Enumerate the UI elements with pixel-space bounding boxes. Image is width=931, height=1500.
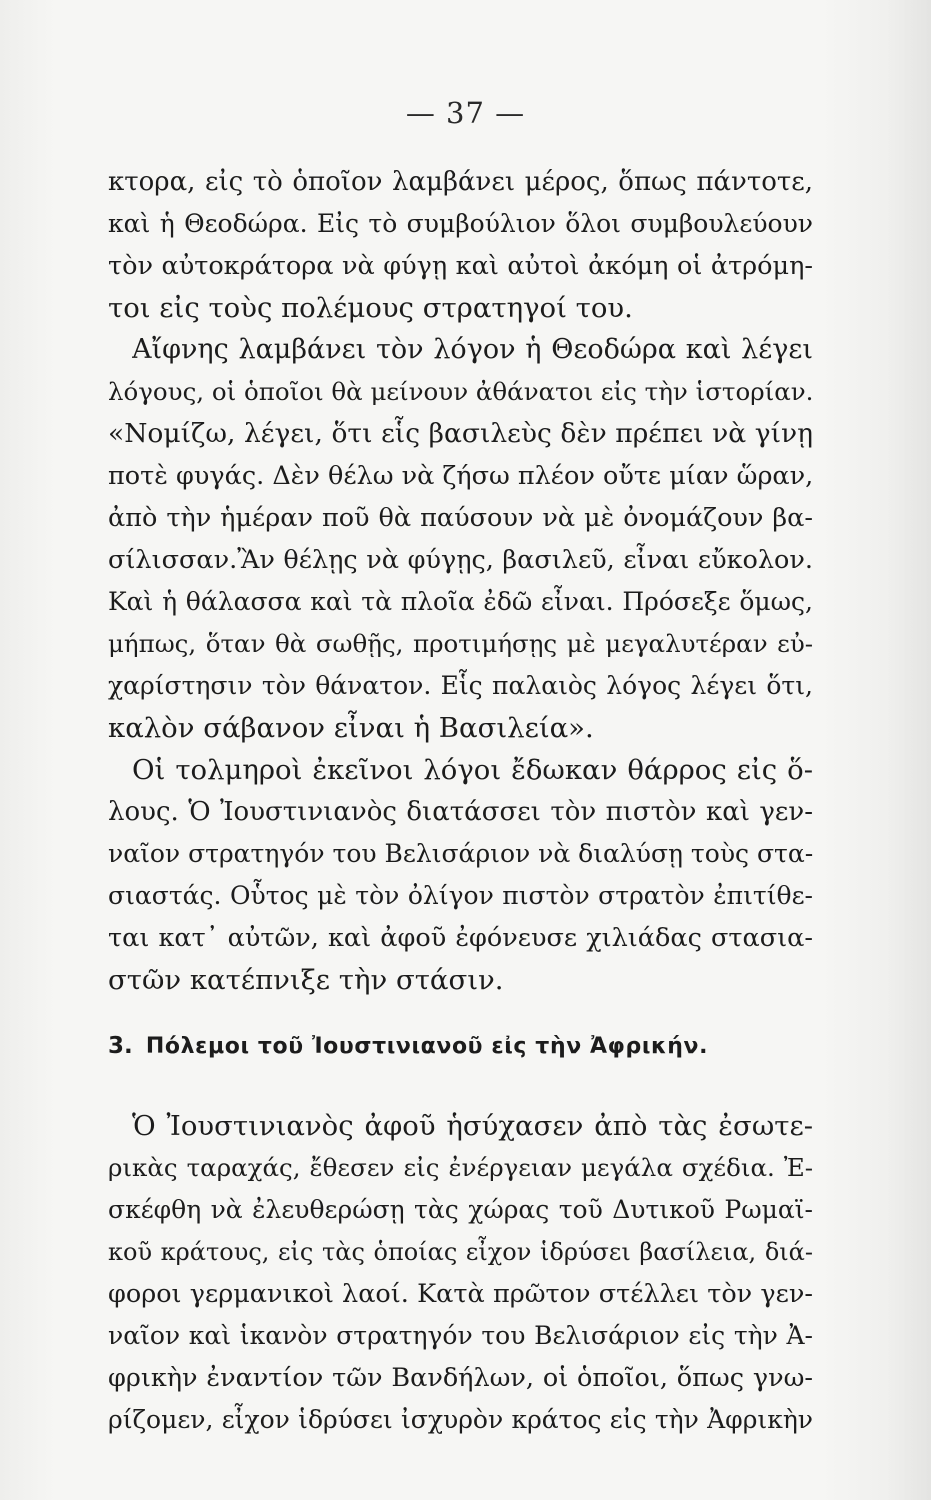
text-line: μήπως, ὅταν θὰ σωθῇς, προτιμήσῃς μὲ μεγαλυτέραν εὐ-: [108, 629, 813, 658]
text-line: ναῖον καὶ ἱκανὸν στρατηγόν του Βελισάριον εἰς τὴν Ἀ-: [108, 1321, 813, 1350]
section-heading: [108, 1033, 813, 1073]
text-line: τὸν αὐτοκράτορα νὰ φύγῃ καὶ αὐτοὶ ἀκόμη οἱ ἀτρόμη-: [108, 251, 813, 281]
text-line: κτορα, εἰς τὸ ὁποῖον λαμβάνει μέρος, ὅπως πάντοτε,: [108, 167, 813, 197]
text-line: λους. Ὁ Ἰουστινιανὸς διατάσσει τὸν πιστὸν καὶ γεν-: [108, 797, 813, 827]
text-line: στῶν κατέπνιξε τὴν στάσιν.: [108, 964, 504, 996]
text-line: καλὸν σάβανον εἶναι ἡ Βασιλεία».: [108, 712, 594, 744]
text-line: χαρίστησιν τὸν θάνατον. Εἷς παλαιὸς λόγος λέγει ὅτι,: [108, 671, 813, 700]
text-line: σίλισσαν.Ἂν θέλῃς νὰ φύγῃς, βασιλεῦ, εἶναι εὔκολον.: [108, 545, 813, 575]
text-line: ποτὲ φυγάς. Δὲν θέλω νὰ ζήσω πλέον οὔτε μίαν ὥραν,: [108, 461, 813, 491]
text-line: «Νομίζω, λέγει, ὅτι εἷς βασιλεὺς δὲν πρέπει νὰ γίνῃ: [108, 418, 813, 449]
text-line: ἀπὸ τὴν ἡμέραν ποῦ θὰ παύσουν νὰ μὲ ὀνομάζουν βα-: [108, 503, 813, 533]
text-line: σιαστάς. Οὗτος μὲ τὸν ὀλίγον πιστὸν στρατὸν ἐπιτίθε-: [108, 881, 813, 910]
section-title: Πόλεμοι τοῦ Ἰουστινιανοῦ εἰς τὴν Ἀφρικήν.: [145, 1034, 709, 1059]
text-line: φοροι γερμανικοὶ λαοί. Κατὰ πρῶτον στέλλει τὸν γεν-: [108, 1279, 813, 1309]
text-line: λόγους, οἱ ὁποῖοι θὰ μείνουν ἀθάνατοι εἰς τὴν ἱστορίαν.: [108, 377, 813, 406]
text-line: τοι εἰς τοὺς πολέμους στρατηγοί του.: [108, 292, 633, 324]
text-line: κοῦ κράτους, εἰς τὰς ὁποίας εἶχον ἱδρύσει βασίλεια, διά-: [108, 1238, 813, 1266]
text-line: Καὶ ἡ θάλασσα καὶ τὰ πλοῖα ἐδῶ εἶναι. Πρόσεξε ὅμως,: [108, 587, 813, 616]
text-line: ται κατ᾽ αὐτῶν, καὶ ἀφοῦ ἐφόνευσε χιλιάδας στασια-: [108, 923, 813, 953]
page-edge-shadow: [885, 0, 931, 1500]
text-line: ναῖον στρατηγόν του Βελισάριον νὰ διαλύσῃ τοὺς στα-: [108, 839, 813, 868]
text-line: Οἱ τολμηροὶ ἐκεῖνοι λόγοι ἔδωκαν θάρρος εἰς ὅ-: [132, 754, 813, 786]
text-line: Ὁ Ἰουστινιανὸς ἀφοῦ ἡσύχασεν ἀπὸ τὰς ἐσωτε-: [132, 1110, 813, 1142]
text-line: ρικὰς ταραχάς, ἔθεσεν εἰς ἐνέργειαν μεγάλα σχέδια. Ἐ-: [108, 1153, 813, 1182]
text-line: ρίζομεν, εἶχον ἱδρύσει ἰσχυρὸν κράτος εἰς τὴν Ἀφρικὴν: [108, 1405, 813, 1434]
text-line: καὶ ἡ Θεοδώρα. Εἰς τὸ συμβούλιον ὅλοι συμβουλεύουν: [108, 209, 813, 238]
page-number: — 37 —: [405, 96, 526, 130]
section-number: 3.: [108, 1033, 133, 1059]
text-line: σκέφθη νὰ ἐλευθερώσῃ τὰς χώρας τοῦ Δυτικοῦ Ρωμαϊ-: [108, 1195, 813, 1224]
text-line: φρικὴν ἐναντίον τῶν Βανδήλων, οἱ ὁποῖοι, ὅπως γνω-: [108, 1363, 813, 1393]
text-line: Αἴφνης λαμβάνει τὸν λόγον ἡ Θεοδώρα καὶ λέγει: [132, 334, 813, 365]
